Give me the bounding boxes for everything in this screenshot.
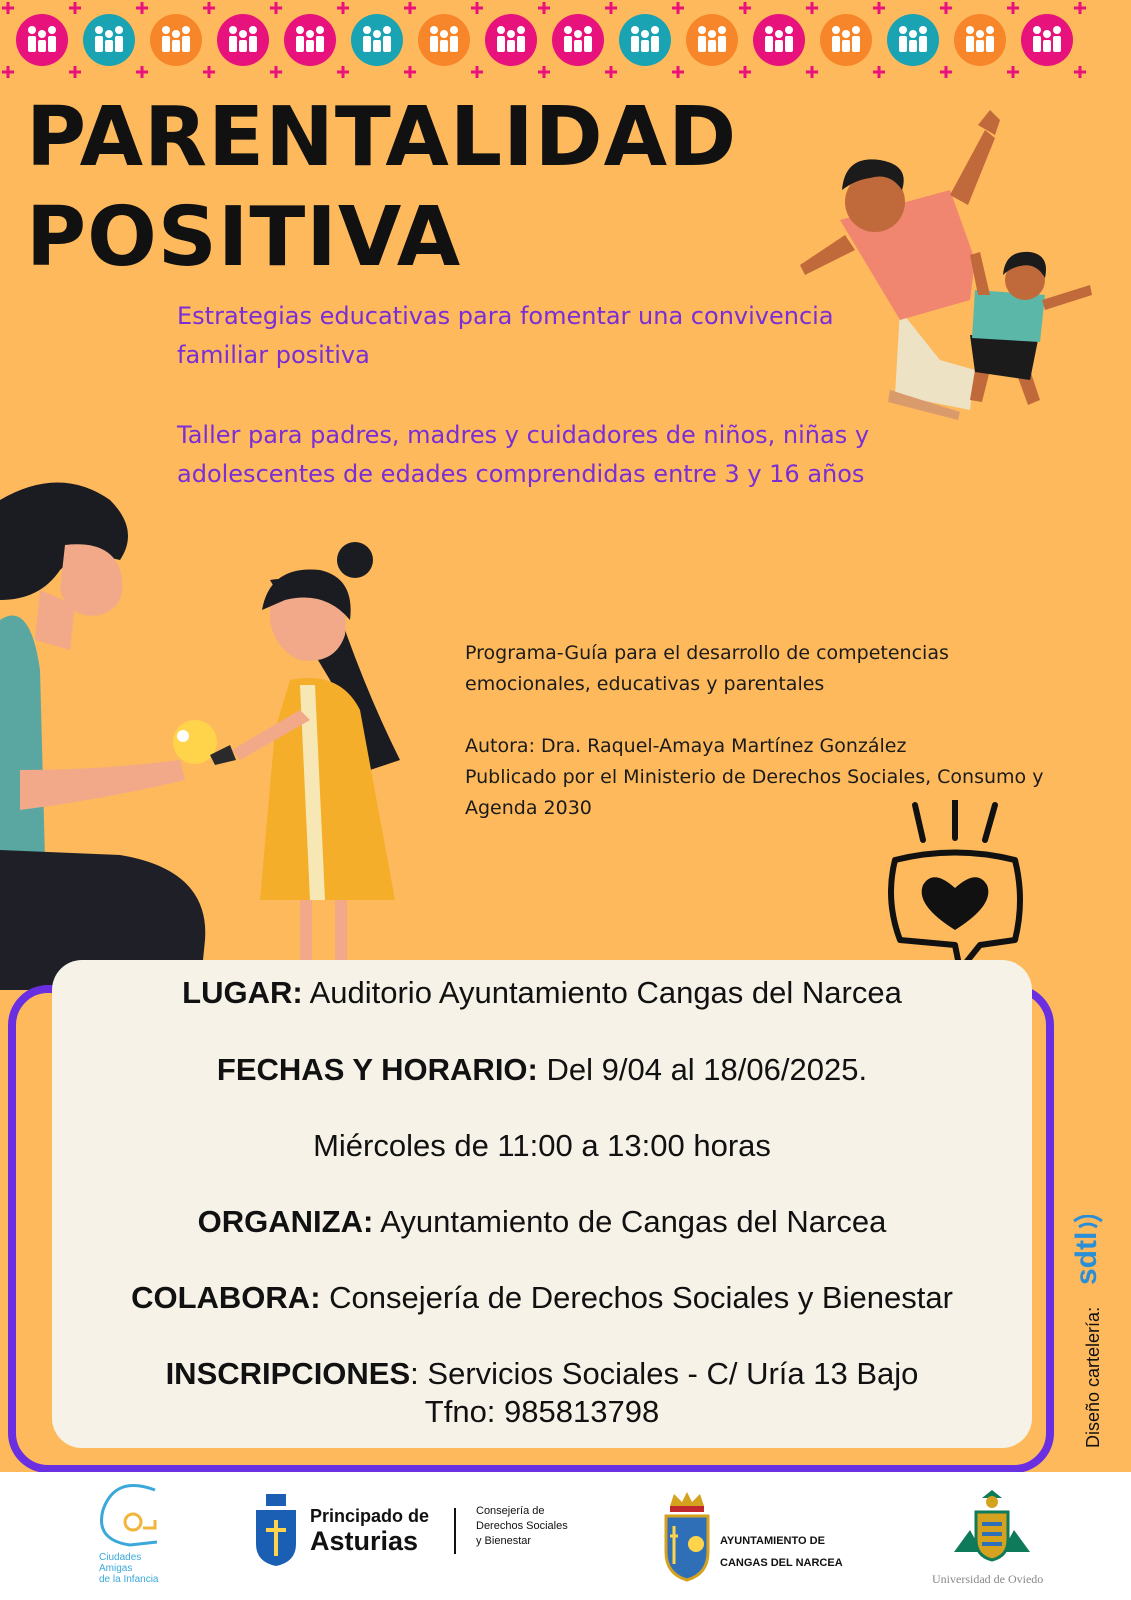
plus-icon — [203, 66, 215, 78]
plus-icon — [270, 66, 282, 78]
family-circle-icon — [887, 14, 939, 66]
organiza-line — [52, 1204, 1032, 1240]
inscripciones-label: INSCRIPCIONES — [165, 1356, 411, 1391]
colabora-label: COLABORA: — [131, 1280, 321, 1315]
inscripciones-line — [52, 1356, 1032, 1392]
uniovi-label: Universidad de Oviedo — [932, 1572, 1044, 1586]
plus-icon — [2, 66, 14, 78]
plus-icon — [1074, 66, 1086, 78]
program-line-3: Autora: Dra. Raquel-Amaya Martínez González — [465, 735, 907, 757]
fechas-label: FECHAS Y HORARIO: — [216, 1052, 538, 1087]
mother-daughter-illustration — [0, 470, 420, 990]
plus-icon — [1074, 2, 1086, 14]
logo-divider — [454, 1508, 456, 1554]
program-line-2: emocionales, educativas y parentales — [465, 673, 825, 695]
title-line-2: POSITIVA — [26, 190, 462, 285]
plus-icon — [806, 66, 818, 78]
plus-icon — [69, 66, 81, 78]
page-title — [26, 88, 737, 288]
plus-icon — [672, 66, 684, 78]
plus-icon — [739, 2, 751, 14]
plus-icon — [404, 2, 416, 14]
family-circle-icon — [753, 14, 805, 66]
title-line-1: PARENTALIDAD — [26, 90, 738, 185]
ayto-line-2: CANGAS DEL NARCEA — [720, 1557, 843, 1569]
family-circle-icon — [954, 14, 1006, 66]
ciudades-line-3: de la Infancia — [99, 1574, 159, 1585]
design-credit: Diseño cartelería: — [1083, 1306, 1103, 1448]
lugar-line — [52, 975, 1032, 1011]
subtitle-strategies — [177, 297, 917, 375]
family-circle-icon — [619, 14, 671, 66]
lugar-label: LUGAR: — [182, 975, 303, 1010]
plus-icon — [806, 2, 818, 14]
heart-speech-icon — [875, 800, 1035, 985]
universidad-oviedo-logo — [930, 1490, 1060, 1590]
plus-icon — [337, 2, 349, 14]
family-circle-icon — [1021, 14, 1073, 66]
plus-icon — [69, 2, 81, 14]
family-circle-icon — [284, 14, 336, 66]
principado-line-1: Principado de — [310, 1506, 430, 1526]
ciudades-line-2: Amigas — [99, 1563, 133, 1574]
consejeria-line-3: y Bienestar — [476, 1535, 532, 1547]
family-circle-icon — [418, 14, 470, 66]
asturias-shield-icon — [254, 1494, 298, 1566]
principado-asturias-logo — [254, 1494, 594, 1574]
family-circle-icon — [686, 14, 738, 66]
telefono-line: Tfno: 985813798 — [424, 1394, 660, 1429]
family-circle-icon — [351, 14, 403, 66]
footer-logos — [0, 1472, 1131, 1600]
subtitle-line-4: adolescentes de edades comprendidas entre 3 y 16 años — [177, 460, 865, 488]
plus-icon — [605, 66, 617, 78]
plus-icon — [605, 2, 617, 14]
family-pattern-banner — [0, 0, 1131, 90]
plus-icon — [471, 66, 483, 78]
plus-icon — [873, 2, 885, 14]
plus-icon — [203, 2, 215, 14]
program-line-1: Programa-Guía para el desarrollo de competencias — [465, 642, 949, 664]
colabora-line — [52, 1280, 1032, 1316]
plus-icon — [873, 66, 885, 78]
plus-icon — [2, 2, 14, 14]
colabora-value: Consejería de Derechos Sociales y Bienestar — [320, 1280, 953, 1315]
uniovi-crest-icon — [952, 1490, 1032, 1562]
family-circle-icon — [820, 14, 872, 66]
organiza-label: ORGANIZA: — [197, 1204, 374, 1239]
ayuntamiento-logo — [664, 1492, 884, 1582]
program-line-5: Agenda 2030 — [465, 797, 592, 819]
cangas-crest-icon — [664, 1492, 710, 1582]
details-card — [52, 960, 1032, 1448]
sdtl-mark-icon — [1068, 1215, 1108, 1285]
plus-icon — [471, 2, 483, 14]
plus-icon — [1007, 66, 1019, 78]
plus-icon — [739, 66, 751, 78]
program-guide-info — [465, 638, 1105, 700]
lugar-value: Auditorio Ayuntamiento Cangas del Narcea — [302, 975, 902, 1010]
plus-icon — [538, 66, 550, 78]
organiza-value: Ayuntamiento de Cangas del Narcea — [373, 1204, 887, 1239]
consejeria-line-1: Consejería de — [476, 1505, 545, 1517]
family-circle-icon — [83, 14, 135, 66]
plus-icon — [337, 66, 349, 78]
sdtl-logo — [1068, 1215, 1108, 1289]
sdtl-logo-text: sdtl — [1070, 1231, 1103, 1285]
family-circle-icon — [485, 14, 537, 66]
ciudades-amigas-icon — [95, 1480, 165, 1550]
principado-line-2: Asturias — [310, 1526, 419, 1556]
subtitle-line-3: Taller para padres, madres y cuidadores de niños, niñas y — [177, 421, 870, 449]
family-circle-icon — [217, 14, 269, 66]
inscripciones-value: : Servicios Sociales - C/ Uría 13 Bajo — [410, 1356, 919, 1391]
ciudades-amigas-logo — [95, 1480, 195, 1595]
family-circle-icon — [150, 14, 202, 66]
subtitle-line-2: familiar positiva — [177, 341, 370, 369]
plus-icon — [538, 2, 550, 14]
plus-icon — [1007, 2, 1019, 14]
plus-icon — [940, 2, 952, 14]
plus-icon — [940, 66, 952, 78]
plus-icon — [404, 66, 416, 78]
ayto-line-1: AYUNTAMIENTO DE — [720, 1535, 825, 1547]
family-circle-icon — [16, 14, 68, 66]
plus-icon — [672, 2, 684, 14]
family-circle-icon — [552, 14, 604, 66]
plus-icon — [136, 2, 148, 14]
plus-icon — [270, 2, 282, 14]
father-son-illustration — [800, 110, 1120, 430]
fechas-value: Del 9/04 al 18/06/2025. — [537, 1052, 868, 1087]
fechas-line — [52, 1052, 1032, 1088]
subtitle-line-1: Estrategias educativas para fomentar una convivencia — [177, 302, 834, 330]
program-line-4: Publicado por el Ministerio de Derechos Sociales, Consumo y — [465, 766, 1044, 788]
horario-line: Miércoles de 11:00 a 13:00 horas — [313, 1128, 771, 1163]
ciudades-line-1: Ciudades — [99, 1552, 142, 1563]
consejeria-line-2: Derechos Sociales — [476, 1520, 568, 1532]
plus-icon — [136, 66, 148, 78]
